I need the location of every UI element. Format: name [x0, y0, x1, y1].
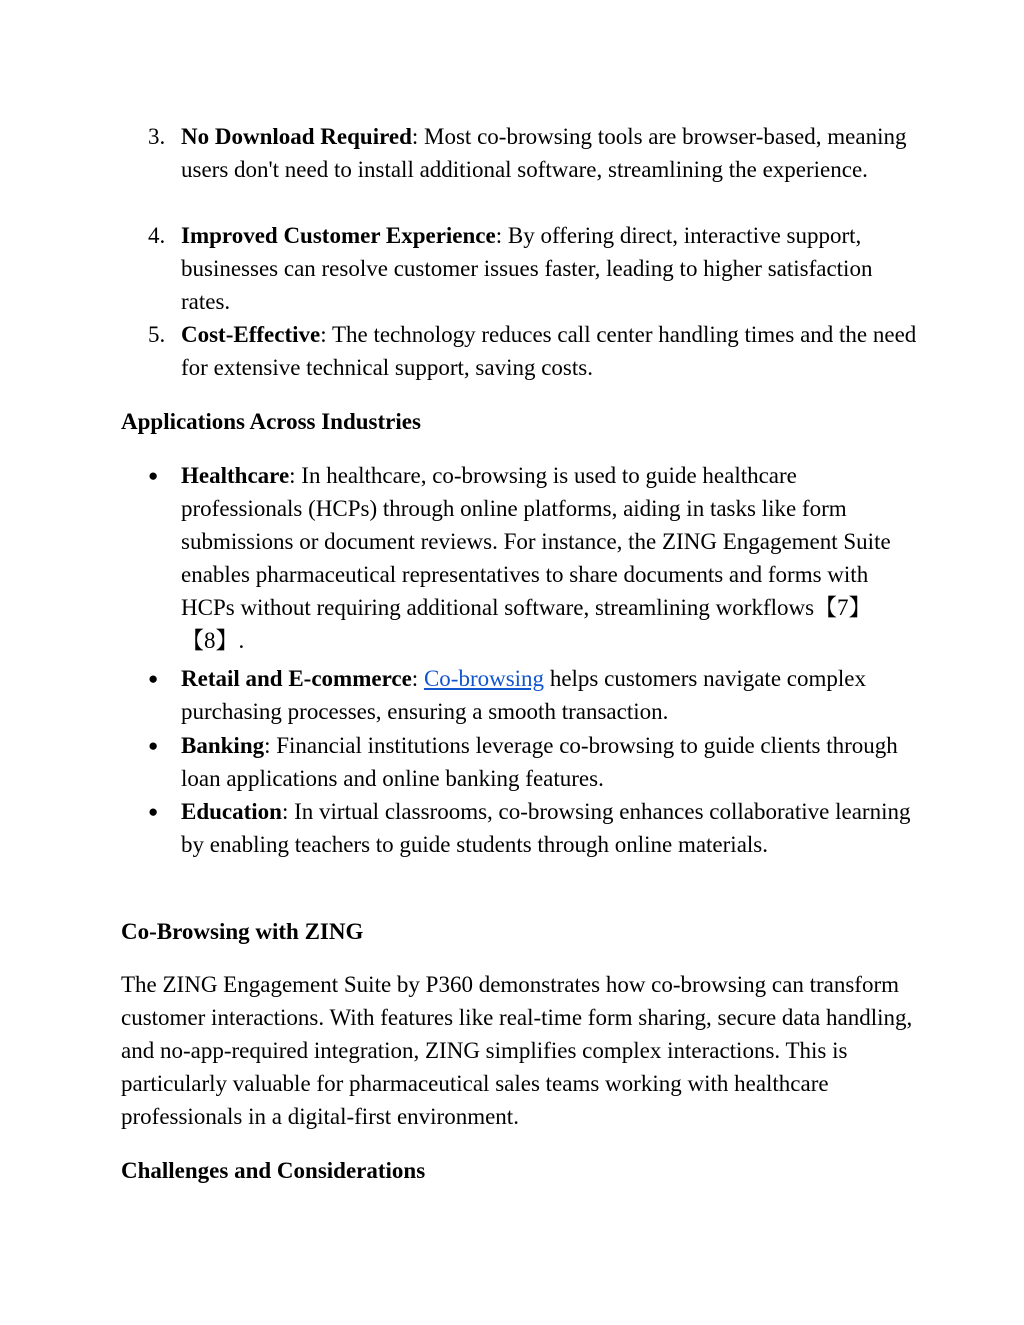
bullet-item-text: helps customers navigate complex purchasing processes, ensuring a smooth transaction.	[181, 666, 866, 724]
section-heading-challenges: Challenges and Considerations	[121, 1158, 426, 1183]
bullet-item-retail	[181, 662, 921, 728]
bullet-item-text: : In virtual classrooms, co-browsing enhances collaborative learning by enabling teachers to guide students through online materials.	[181, 799, 911, 857]
section-heading-applications: Applications Across Industries	[121, 409, 421, 434]
list-item-improved-experience	[181, 219, 921, 318]
co-browsing-link[interactable]: Co-browsing	[423, 666, 545, 691]
bullet-item-sep: :	[411, 666, 424, 691]
list-number: 3.	[148, 124, 166, 149]
list-item-no-download	[181, 120, 921, 186]
list-item-text: : The technology reduces call center handling times and the need for extensive technical support, saving costs.	[181, 322, 917, 380]
list-item-cost-effective	[181, 318, 921, 384]
list-item-term: Cost-Effective	[181, 322, 321, 347]
bullet-item-term: Healthcare	[181, 463, 290, 488]
bullet-item-education	[181, 795, 921, 861]
bullet-glyph: ●	[148, 736, 159, 755]
section-heading-zing: Co-Browsing with ZING	[121, 919, 364, 944]
bullet-item-healthcare	[181, 459, 921, 657]
bullet-item-term: Education	[181, 799, 282, 824]
bullet-item-text: : In healthcare, co-browsing is used to guide healthcare professionals (HCPs) through online platforms, aiding in tasks like form submissions or document reviews. For instance, the ZING Engagement Suite enables pharmaceutical representatives to share documents and forms with HCPs without requiring additional software, streamlining workflows【7】【8】.	[181, 463, 891, 653]
bullet-item-term: Banking	[181, 733, 265, 758]
bullet-item-banking	[181, 729, 921, 795]
bullet-glyph: ●	[148, 669, 159, 688]
bullet-glyph: ●	[148, 466, 159, 485]
bullet-item-term: Retail and E-commerce	[181, 666, 412, 691]
list-item-text: : By offering direct, interactive support, businesses can resolve customer issues faster, leading to higher satisfaction rates.	[181, 223, 873, 314]
list-item-term: No Download Required	[181, 124, 412, 149]
zing-paragraph: The ZING Engagement Suite by P360 demonstrates how co-browsing can transform customer interactions. With features like real-time form sharing, secure data handling, and no-app-required integration, ZING simplifies complex interactions. This is particularly valuable for pharmaceutical sales teams working with healthcare professionals in a digital-first environment.	[121, 972, 913, 1129]
bullet-glyph: ●	[148, 802, 159, 821]
list-item-term: Improved Customer Experience	[181, 223, 496, 248]
list-number: 5.	[148, 322, 166, 347]
list-number: 4.	[148, 223, 166, 248]
list-item-text: : Most co-browsing tools are browser-based, meaning users don't need to install additional software, streamlining the experience.	[181, 124, 907, 182]
bullet-item-text: : Financial institutions leverage co-browsing to guide clients through loan applications and online banking features.	[181, 733, 898, 791]
